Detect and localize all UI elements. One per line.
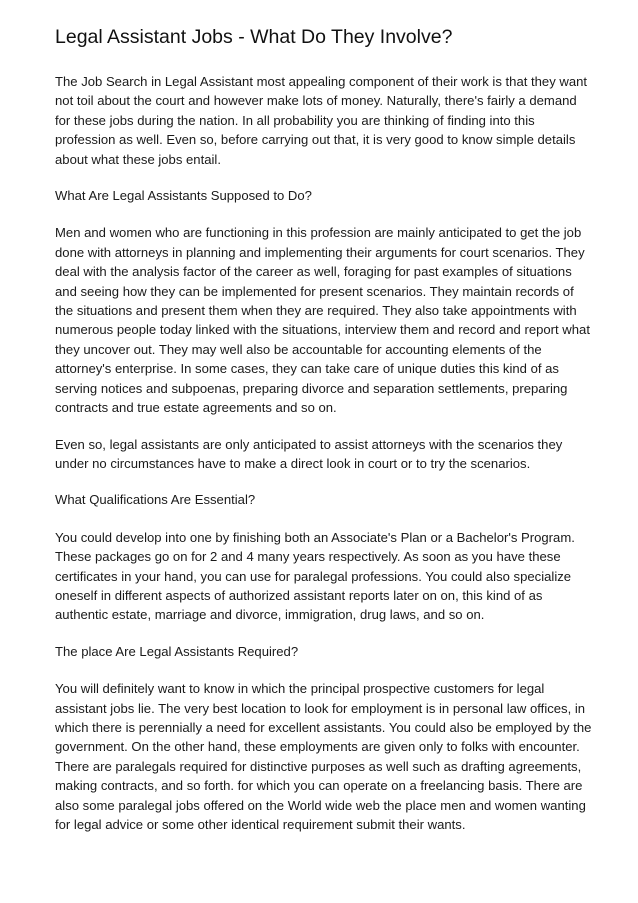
section-heading-duties: What Are Legal Assistants Supposed to Do? <box>55 188 312 204</box>
qualifications-paragraph: You could develop into one by finishing both an Associate's Plan or a Bachelor's Program. These packages go on for 2 and 4 many years respectively. As soon as you have these certificates in your hand, you can use for paralegal professions. You could also specialize oneself in different aspects of authorized assistant reports later on on, this kind of as authentic estate, marriage and divorce, immigration, drug laws, and so on. <box>55 529 575 623</box>
duties-paragraph: Men and women who are functioning in this profession are mainly anticipated to get the job done with attorneys in planning and implementing their arguments for court scenarios. They deal with the analysis factor of the career as well, foraging for past examples of situations and seeing how they can be implemented for present scenarios. They maintain records of the situations and present them when they are required. They also take appointments with numerous people today linked with the situations, interview them and record and report what they uncover out. They may well also be accountable for accounting elements of the attorney's enterprise. In some cases, they can take care of unique duties this kind of as serving notices and subpoenas, preparing divorce and separation settlements, preparing contracts and true estate agreements and so on. <box>55 225 590 416</box>
document-title: Legal Assistant Jobs - What Do They Involve? <box>55 26 453 48</box>
intro-paragraph: The Job Search in Legal Assistant most appealing component of their work is that they want not toil about the court and however make lots of money. Naturally, there's fairly a demand for these jobs during the nation. In all probability you are thinking of finding into this profession as well. Even so, before carrying out that, it is very good to know simple details about what these jobs entail. <box>55 74 588 167</box>
where-required-paragraph: You will definitely want to know in which the principal prospective customers for legal assistant jobs lie. The very best location to look for employment is in personal law offices, in which there is perennially a need for excellent assistants. You could also be employed by the government. On the other hand, these employments are given only to folks with encounter. There are paralegals required for distinctive purposes as well such as drafting agreements, making contracts, and so forth. for which you can operate on a freelancing basis. There are also some paralegal jobs offered on the World wide web the place men and women wanting for legal advice or some other identical requirement submit their wants. <box>55 681 592 832</box>
court-paragraph: Even so, legal assistants are only anticipated to assist attorneys with the scenarios they under no circumstances have to make a direct look in court or to try the scenarios. <box>55 436 563 471</box>
section-heading-qualifications: What Qualifications Are Essential? <box>55 492 256 508</box>
document-page <box>55 24 595 851</box>
section-heading-where-required: The place Are Legal Assistants Required? <box>55 643 299 659</box>
